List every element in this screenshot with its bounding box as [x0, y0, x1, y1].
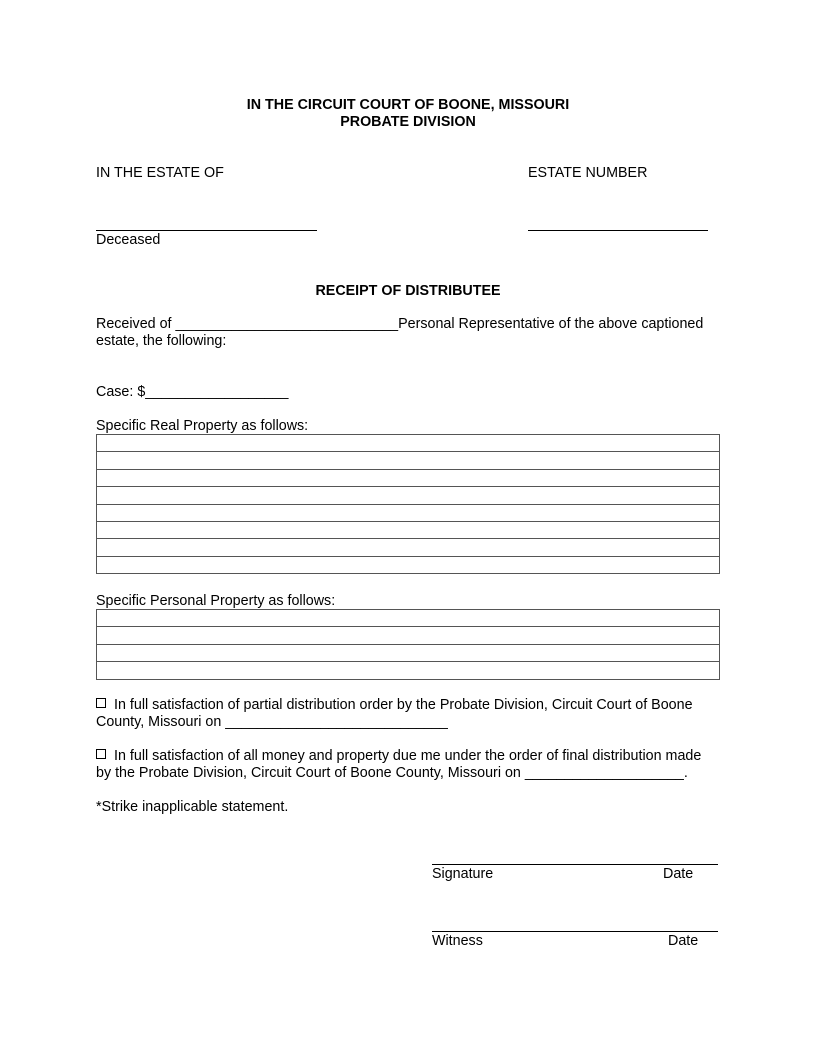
deceased-label: Deceased [96, 232, 161, 248]
final-distribution-text: In full satisfaction of all money and property due me under the order of final distribution made [114, 748, 702, 764]
partial-distribution-option [96, 697, 693, 713]
real-property-table [96, 434, 720, 574]
table-row [97, 610, 720, 627]
received-line [96, 316, 703, 332]
personal-property-cell[interactable] [97, 610, 720, 627]
real-property-cell[interactable] [97, 452, 720, 469]
final-distribution-checkbox[interactable] [96, 749, 106, 759]
estate-number-label: ESTATE NUMBER [528, 165, 648, 181]
personal-property-cell[interactable] [97, 662, 720, 679]
final-distribution-date-line[interactable]: by the Probate Division, Circuit Court of Boone County, Missouri on ____________________. [96, 765, 688, 781]
form-title: RECEIPT OF DISTRIBUTEE [315, 283, 501, 299]
table-row [97, 487, 720, 504]
received-suffix: Personal Representative of the above captioned [398, 316, 704, 332]
real-property-label: Specific Real Property as follows: [96, 418, 309, 434]
personal-property-cell[interactable] [97, 627, 720, 644]
personal-representative-blank[interactable]: ____________________________ [175, 316, 399, 332]
received-line-2: estate, the following: [96, 333, 227, 349]
real-property-cell[interactable] [97, 469, 720, 486]
table-row [97, 644, 720, 661]
signature-label: Signature [432, 866, 494, 882]
signature-line[interactable] [432, 864, 718, 865]
real-property-cell[interactable] [97, 539, 720, 556]
real-property-cell[interactable] [97, 521, 720, 538]
signature-date-label: Date [663, 866, 694, 882]
witness-date-label: Date [668, 933, 699, 949]
personal-property-table [96, 609, 720, 680]
witness-line[interactable] [432, 931, 718, 932]
table-row [97, 556, 720, 573]
table-row [97, 627, 720, 644]
partial-distribution-checkbox[interactable] [96, 698, 106, 708]
estate-number-line[interactable] [528, 230, 708, 231]
cash-line [96, 384, 288, 400]
cash-label: Case: $ [96, 384, 146, 400]
table-row [97, 452, 720, 469]
table-row [97, 662, 720, 679]
court-heading: IN THE CIRCUIT COURT OF BOONE, MISSOURI [246, 97, 570, 113]
estate-of-label: IN THE ESTATE OF [96, 165, 224, 181]
cash-amount-blank[interactable]: __________________ [145, 384, 289, 400]
division-heading: PROBATE DIVISION [340, 114, 476, 130]
real-property-cell[interactable] [97, 556, 720, 573]
real-property-cell[interactable] [97, 487, 720, 504]
table-row [97, 469, 720, 486]
real-property-cell[interactable] [97, 435, 720, 452]
table-row [97, 504, 720, 521]
table-row [97, 521, 720, 538]
received-prefix: Received of [96, 316, 176, 332]
final-distribution-option [96, 748, 701, 764]
strike-note: *Strike inapplicable statement. [96, 799, 289, 815]
table-row [97, 539, 720, 556]
table-row [97, 435, 720, 452]
real-property-cell[interactable] [97, 504, 720, 521]
partial-distribution-text: In full satisfaction of partial distribution order by the Probate Division, Circuit Court of Boone [114, 697, 693, 713]
witness-label: Witness [432, 933, 483, 949]
personal-property-cell[interactable] [97, 644, 720, 661]
personal-property-label: Specific Personal Property as follows: [96, 593, 336, 609]
deceased-name-line[interactable] [96, 230, 317, 231]
partial-distribution-date-line[interactable]: County, Missouri on ____________________________ [96, 714, 448, 730]
